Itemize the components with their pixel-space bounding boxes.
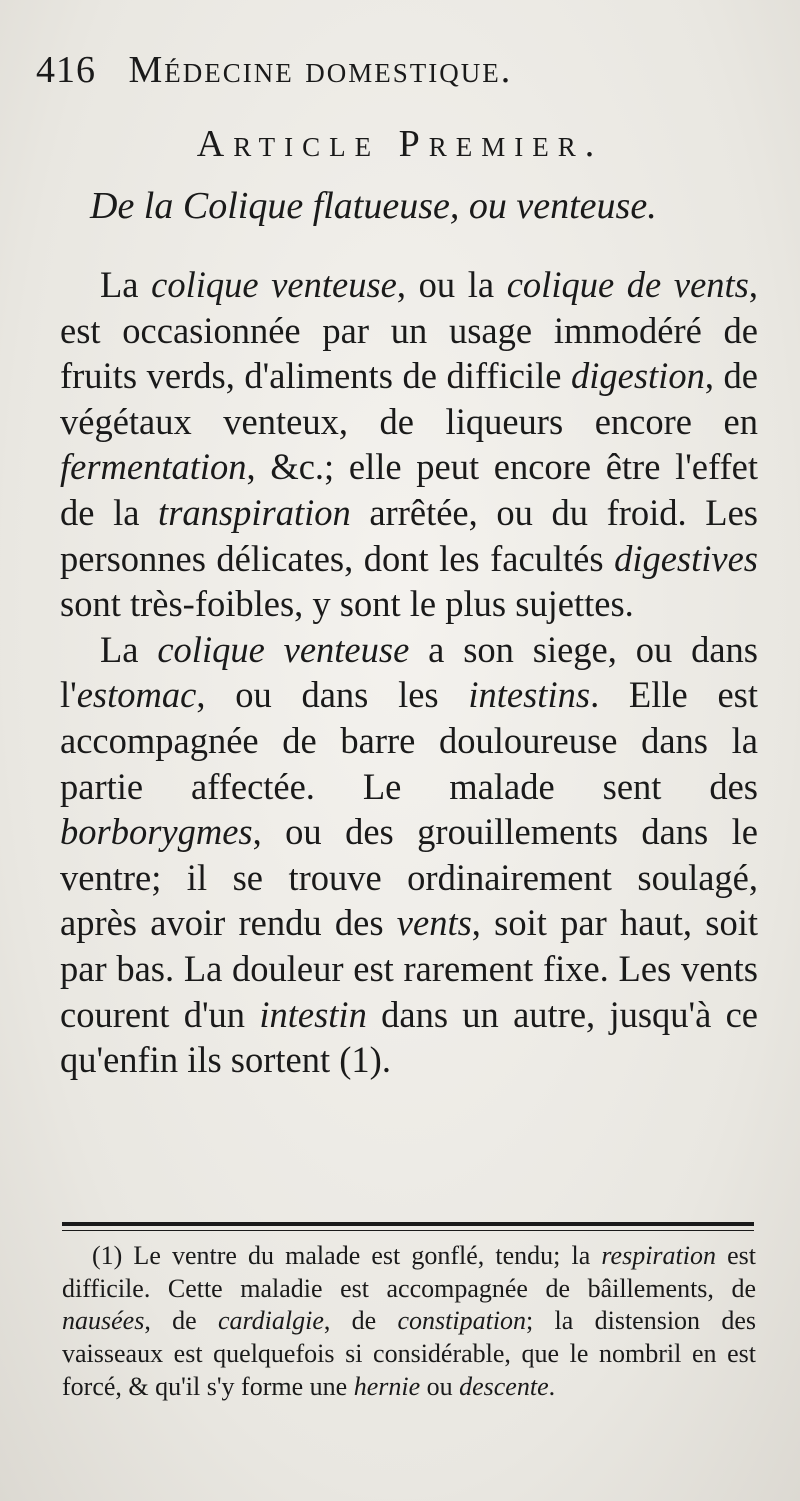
text-run: , de — [323, 1306, 398, 1336]
italic-run: descente — [459, 1371, 549, 1401]
italic-run: transpiration — [158, 491, 351, 533]
italic-run: digestives — [614, 537, 758, 579]
text-run: , ou des grouillements dans le ventre; il se trouve ordinairement soulagé, après avoir rendu des — [60, 811, 758, 944]
italic-run: fermentation — [60, 446, 247, 488]
italic-run: respiration — [601, 1241, 716, 1270]
text-run: sont très-foibles, y sont le plus sujettes. — [60, 583, 634, 625]
text-run: arrêtée, ou du froid. Les personnes délicates, dont les facultés — [60, 491, 759, 579]
italic-run: colique venteuse — [157, 628, 410, 670]
body-text — [60, 262, 758, 1083]
italic-run: vents — [396, 902, 472, 944]
text-run: , &c.; elle peut encore être l'effet de la — [60, 446, 758, 533]
text-run: , ou la — [396, 264, 507, 305]
italic-run: estomac — [76, 674, 197, 716]
text-run: La — [100, 628, 158, 670]
text-run: (1) Le ventre du malade est gonflé, tendu; la — [92, 1241, 602, 1270]
text-run: , ou dans les — [196, 674, 469, 716]
running-title: Médecine domestique. — [128, 49, 513, 91]
text-run: . Elle est accompagnée de barre douloureuse dans la partie affectée. Le malade sent des — [60, 674, 758, 807]
text-run: a son siege, ou dans l' — [60, 628, 758, 716]
italic-run: cardialgie — [217, 1306, 324, 1336]
italic-run: hernie — [353, 1371, 421, 1401]
text-run: ; la distension des vaisseaux est quelquefois si considérable, que le nombril en est forcé, & qu'il s'y forme une — [62, 1306, 757, 1401]
footnote-rule — [62, 1222, 754, 1226]
text-run: . — [548, 1371, 556, 1401]
italic-run: colique de vents — [506, 264, 749, 305]
footnote-rule-thin — [62, 1230, 754, 1231]
page-header — [36, 48, 740, 92]
text-run: est difficile. Cette maladie est accompagnée de bâillements, de — [62, 1241, 756, 1303]
text-run: , de — [144, 1306, 218, 1336]
footnote-text — [62, 1240, 756, 1404]
paragraph — [60, 262, 758, 627]
text-run: , de végétaux venteux, de liqueurs encore en — [60, 355, 758, 442]
italic-run: digestion — [571, 355, 705, 397]
text-run: , est occasionnée par un usage immodéré de fruits verds, d'aliments de difficile — [60, 264, 759, 397]
paragraph — [60, 627, 758, 1083]
italic-run: constipation — [397, 1306, 527, 1336]
text-run: ou — [420, 1371, 460, 1401]
page-number: 416 — [36, 49, 96, 91]
italic-run: borborygmes — [60, 811, 253, 853]
footnote — [62, 1240, 756, 1404]
section-title: De la Colique flatueuse, ou venteuse. — [90, 185, 657, 227]
italic-run: nausées — [62, 1306, 145, 1336]
italic-run: intestin — [259, 993, 367, 1035]
article-heading: Article Premier. — [196, 123, 604, 165]
text-run: , soit par haut, soit par bas. La douleur est rarement fixe. Les vents courent d'un — [60, 902, 758, 1035]
italic-run: intestins — [468, 674, 591, 716]
text-run: dans un autre, jusqu'à ce qu'enfin ils sortent (1). — [60, 993, 759, 1081]
text-run: La — [100, 264, 152, 305]
italic-run: colique venteuse — [151, 264, 397, 305]
